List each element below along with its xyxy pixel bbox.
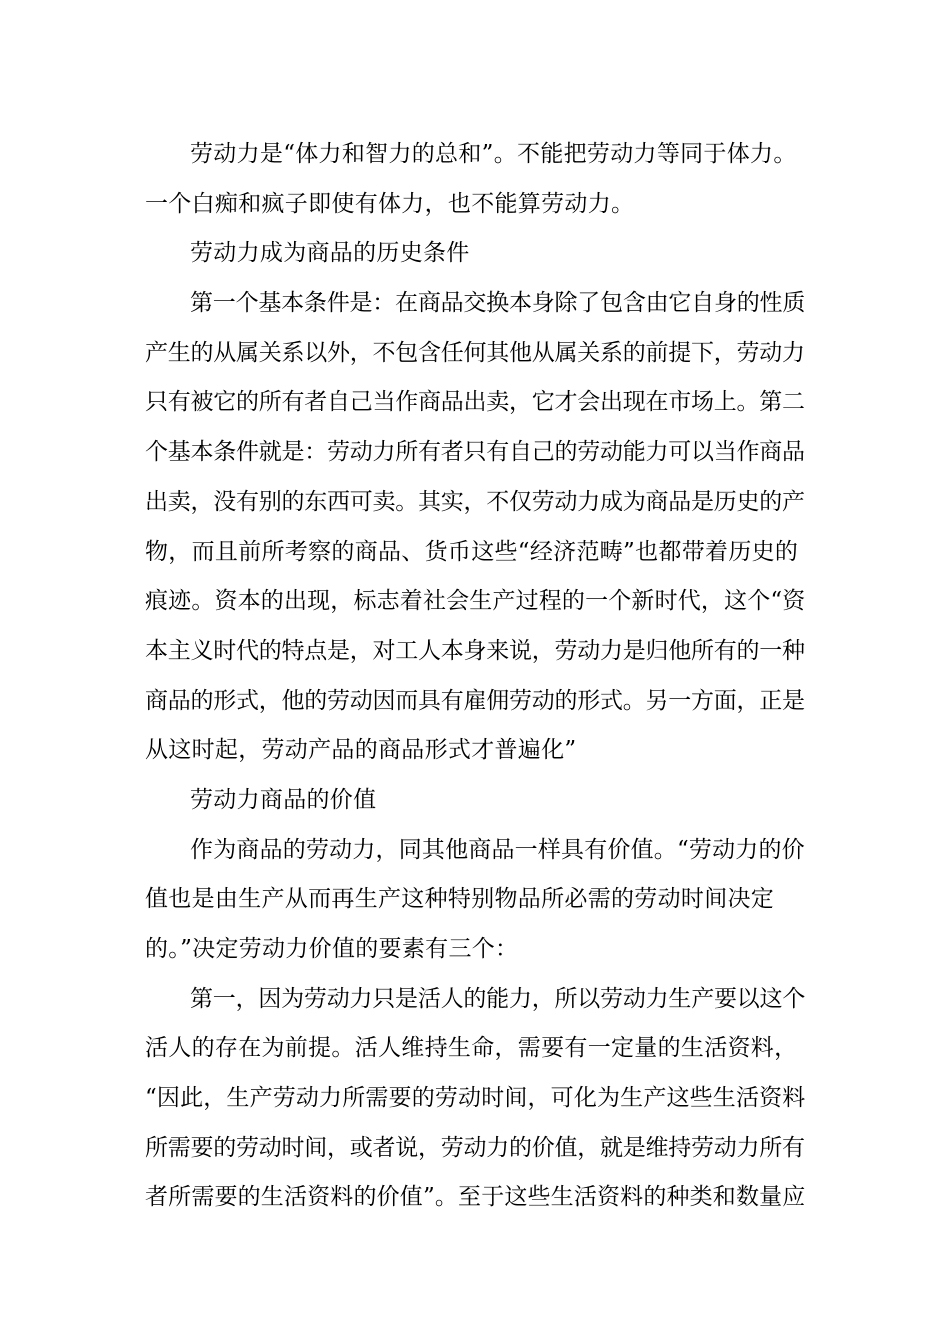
text-line: 物，而且前所考察的商品、货币这些“经济范畴”也都带着历史的: [145, 538, 799, 565]
text-line: 本主义时代的特点是，对工人本身来说，劳动力是归他所有的一种: [145, 637, 805, 664]
text-line: 的。”决定劳动力价值的要素有三个：: [145, 936, 519, 962]
text-line: 值也是由生产从而再生产这种特别物品所必需的劳动时间决定: [145, 886, 775, 913]
document-body: [145, 130, 805, 1223]
text-line: 痕迹。资本的出现，标志着社会生产过程的一个新时代，这个“资: [145, 588, 806, 615]
text-line: 作为商品的劳动力，同其他商品一样具有价值。“劳动力的价: [190, 836, 805, 863]
text-line: 商品的形式，他的劳动因而具有雇佣劳动的形式。另一方面，正是: [145, 687, 805, 714]
text-line: 个基本条件就是：劳动力所有者只有自己的劳动能力可以当作商品: [145, 439, 805, 466]
text-line: 第一，因为劳动力只是活人的能力，所以劳动力生产要以这个: [190, 985, 806, 1012]
text-line: 只有被它的所有者自己当作商品出卖，它才会出现在市场上。第二: [145, 389, 805, 416]
text-line: 从这时起，劳动产品的商品形式才普遍化”: [145, 737, 577, 764]
text-line: 所需要的劳动时间，或者说，劳动力的价值，就是维持劳动力所有: [145, 1134, 805, 1161]
text-line: 第一个基本条件是：在商品交换本身除了包含由它自身的性质: [190, 290, 806, 317]
text-line: 产生的从属关系以外，不包含任何其他从属关系的前提下，劳动力: [145, 339, 805, 366]
text-line: 劳动力是“体力和智力的总和”。不能把劳动力等同于体力。: [190, 141, 797, 167]
text-line: 活人的存在为前提。活人维持生命，需要有一定量的生活资料，: [145, 1035, 798, 1062]
text-line: 出卖，没有别的东西可卖。其实，不仅劳动力成为商品是历史的产: [145, 488, 805, 515]
text-line: 劳动力商品的价值: [190, 786, 377, 813]
text-line: “因此，生产劳动力所需要的劳动时间，可化为生产这些生活资料: [145, 1085, 806, 1112]
text-line: 者所需要的生活资料的价值”。至于这些生活资料的种类和数量应: [145, 1184, 806, 1211]
text-line: 一个白痴和疯子即使有体力，也不能算劳动力。: [145, 190, 635, 217]
text-line: 劳动力成为商品的历史条件: [190, 240, 470, 267]
